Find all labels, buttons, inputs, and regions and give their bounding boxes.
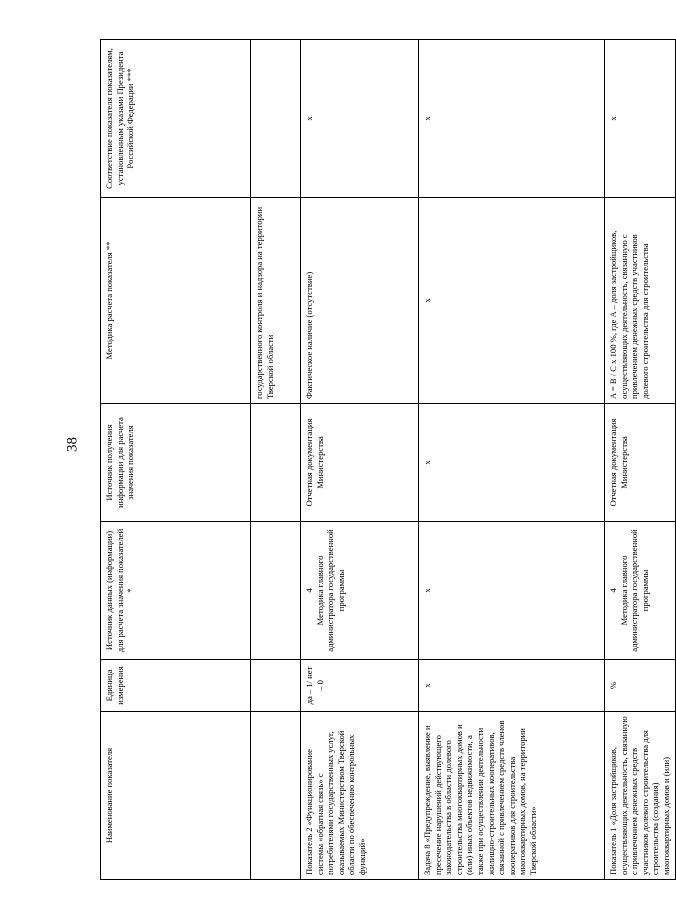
- cell-method: A = B / C x 100 %, где A – доля застройщиков, осуществляющих деятельность, связанную с привлечением денежных средств участников долевого строительства для строительства: [605, 198, 676, 404]
- cell-info-source: Отчетная документация Министерства: [605, 404, 676, 522]
- header-info-source: Источник получения информации для расчета значения показателя: [101, 404, 251, 522]
- page-number: 38: [64, 437, 81, 452]
- header-source-data: Источник данных (информации) для расчета значения показателей *: [101, 522, 251, 660]
- cell-name: Показатель 2 «Функционирование системы «обратная связь» с потребителями государственных услуг, оказываемых Министерством Тверской области по обеспечению контрольных функций»: [301, 712, 419, 880]
- header-unit: Единица измерения: [101, 660, 251, 712]
- header-row: [101, 40, 251, 880]
- source-number: 4: [608, 588, 618, 593]
- cell-compliance: x: [605, 40, 676, 198]
- table-row: [301, 40, 419, 880]
- cell-source-data: [605, 522, 676, 660]
- source-number: 4: [304, 588, 314, 593]
- cell-name: Показатель 1 «Доля застройщиков, осуществляющих деятельность, связанную с привлечением денежных средств участников долевого строительства для строительства (создания) многоквартирных домов и (или): [605, 712, 676, 880]
- cell-source-data: x: [419, 522, 605, 660]
- cell-unit: да – 1/ нет – 0: [301, 660, 419, 712]
- cell-name: [251, 712, 301, 880]
- rotated-table-wrapper: [100, 40, 671, 880]
- table-row: [251, 40, 301, 880]
- cell-unit: [251, 660, 301, 712]
- table-row: [419, 40, 605, 880]
- cell-info-source: Отчетная документация Министерства: [301, 404, 419, 522]
- cell-source-data: [301, 522, 419, 660]
- cell-compliance: [251, 40, 301, 198]
- cell-method: государственного контроля и надзора на территории Тверской области: [251, 198, 301, 404]
- cell-method: Фактическое наличие (отсутствие): [301, 198, 419, 404]
- source-text: Методика главного администратора государственной программы: [618, 529, 650, 652]
- cell-info-source: [251, 404, 301, 522]
- cell-compliance: x: [301, 40, 419, 198]
- table-area: [100, 40, 671, 880]
- header-name: Наименование показателя: [101, 712, 251, 880]
- cell-compliance: x: [419, 40, 605, 198]
- cell-unit: x: [419, 660, 605, 712]
- cell-unit: %: [605, 660, 676, 712]
- table-row: [605, 40, 676, 880]
- header-compliance: Соответствие показателя показателям, установленным указами Президента Российской Федерации ***: [101, 40, 251, 198]
- cell-method: x: [419, 198, 605, 404]
- cell-name: Задача 8 «Предупреждение, выявление и пресечение нарушений действующего законодательства в области долевого строительства многоквартирных домов и (или) иных объектов недвижимости, а также при осуществлении деятельности жилищно-строительных кооперативов, связанной с привлечением средств членов кооперативов для строительства многоквартирных домов, на территории Тверской области»: [419, 712, 605, 880]
- indicators-table: [100, 39, 676, 880]
- cell-info-source: x: [419, 404, 605, 522]
- source-text: Методика главного администратора государственной программы: [314, 529, 346, 652]
- cell-source-data: [251, 522, 301, 660]
- header-method: Методика расчета показателя **: [101, 198, 251, 404]
